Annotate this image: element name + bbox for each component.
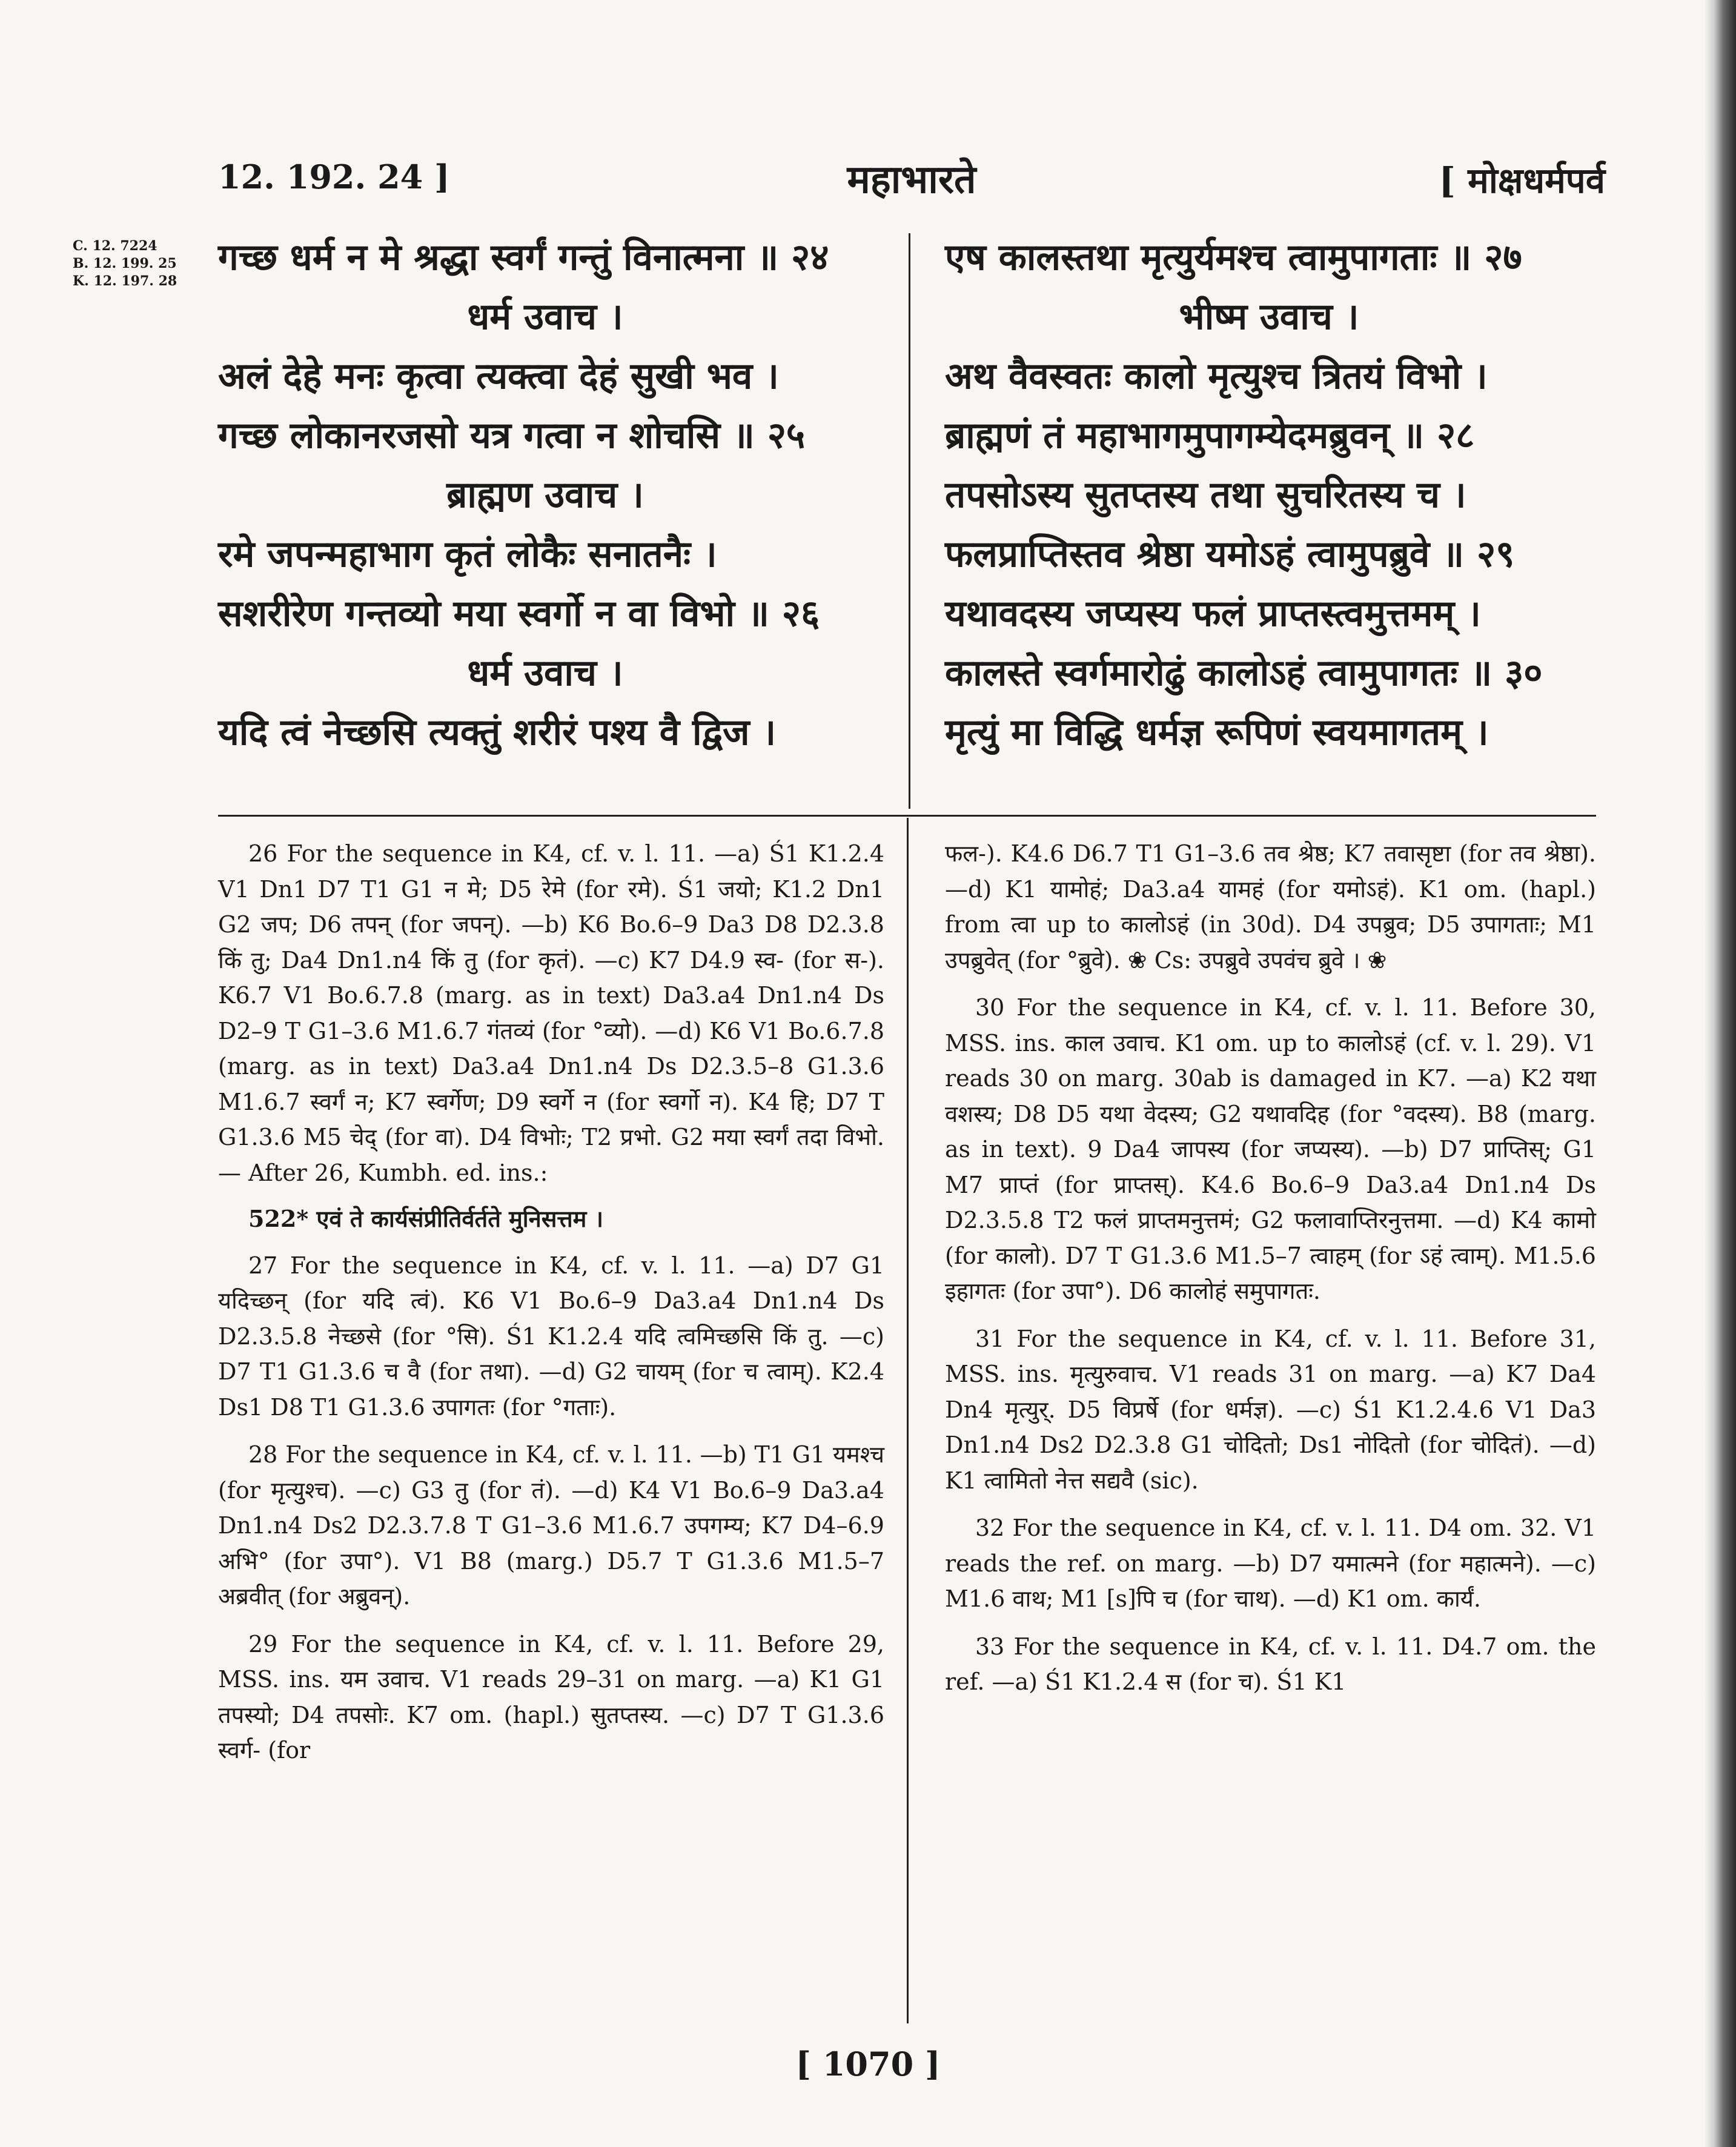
verse-line: यथावदस्य जप्यस्य फलं प्राप्तस्त्वमुत्तमम् । [945,592,1481,635]
header-section: [ मोक्षधर्मपर्व [1439,160,1605,201]
variant-note-33: 33 For the sequence in K4, cf. v. l. 11. D4.7 om. the ref. —a) Ś1 K1.2.4 स (for च). Ś1 K1 [945,1633,1596,1695]
verse-line: रमे जपन्महाभाग कृतं लोकैः सनातनैः । [218,533,717,576]
verse-line: गच्छ धर्म न मे श्रद्धा स्वर्गं गन्तुं विनात्मना ॥ २४ [218,236,829,279]
verse-line: यदि त्वं नेच्छसि त्यक्तुं शरीरं पश्य वै द्विज । [218,711,777,754]
verse-line: मृत्युं मा विद्धि धर्मज्ञ रूपिणं स्वयमागतम् । [945,711,1489,754]
speaker-heading: धर्म उवाच । [467,652,623,694]
verse-line: फलप्राप्तिस्तव श्रेष्ठा यमोऽहं त्वामुपब्रुवे ॥ २९ [945,533,1515,576]
variant-note-31: 31 For the sequence in K4, cf. v. l. 11. Before 31, MSS. ins. मृत्युरुवाच. V1 reads 31 on marg. —a) K7 Da4 Dn4 मृत्युर्. D5 विप्रर्षे (for धर्मज्ञ). —c) Ś1 K1.2.4.6 V1 Da3 Dn1.n4 Ds2 D2.3.8 G1 चोदितो; Ds1 नोदितो (for चोदितं). —d) K1 त्वामितो नेत्त सद्यवै (sic). [945,1325,1596,1494]
page-number: [ 1070 ] [795,2045,941,2083]
book-spine-edge [1705,0,1736,2147]
variant-note-29-continued: फल-). K4.6 D6.7 T1 G1–3.6 तव श्रेष्ठ; K7 तवासृष्टा (for तव श्रेष्ठा). —d) K1 यामोहं; Da3.a4 यामहं (for यमोऽहं). K1 om. (hapl.) from त्वा up to कालोऽहं (in 30d). D4 उपब्रुव; D5 उपागताः; M1 उपब्रुवेत् (for °ब्रुवे). ❀ Cs: उपब्रुवे उपवंच ब्रुवे । ❀ [945,840,1596,974]
margin-ref: B. 12. 199. 25 [73,256,177,271]
apparatus-rule [218,815,1596,817]
verse-line: तपसोऽस्य सुतप्तस्य तथा सुचरितस्य च । [945,474,1466,516]
verse-line: सशरीरेण गन्तव्यो मया स्वर्गो न वा विभो ॥ २६ [218,592,820,635]
header-verse-ref: 12. 192. 24 ] [218,158,450,196]
verse-line: गच्छ लोकानरजसो यत्र गत्वा न शोचसि ॥ २५ [218,414,806,457]
variant-note-30: 30 For the sequence in K4, cf. v. l. 11. Before 30, MSS. ins. काल उवाच. K1 om. up to कालोऽहं (cf. v. l. 29). V1 reads 30 on marg. 30ab is damaged in K7. —a) K2 यथा वशस्य; D8 D5 यथा वेदस्य; G2 यथावदिह (for °वदस्य). B8 (marg. as in text). 9 Da4 जापस्य (for जप्यस्य). —b) D7 प्राप्तिस्; G1 M7 प्राप्तं (for प्राप्तस्). K4.6 Bo.6–9 Da3.a4 Dn1.n4 Ds D2.3.5.8 T2 फलं प्राप्तमनुत्तमं; G2 फलावाप्तिरनुत्तमा. —d) K4 कामो (for कालो). D7 T G1.3.6 M1.5–7 त्वाहम् (for ऽहं त्वाम्). M1.5.6 इहागतः (for उपा°). D6 कालोहं समुपागतः. [945,994,1596,1304]
header-title: महाभारते [847,157,976,202]
page-header [218,151,1605,206]
apparatus-column-left [218,836,884,1768]
verse-line: एष कालस्तथा मृत्युर्यमश्च त्वामुपागताः ॥ २७ [945,236,1522,279]
verse-line: अलं देहे मनः कृत्वा त्यक्त्वा देहं सुखी भव । [218,355,779,397]
verse-column-left [218,236,872,774]
margin-ref: C. 12. 7224 [73,238,157,254]
verse-line: अथ वैवस्वतः कालो मृत्युश्च त्रितयं विभो । [945,355,1488,397]
margin-references [73,237,177,290]
apparatus-column-divider [907,818,909,2023]
speaker-heading: भीष्म उवाच । [1179,296,1359,338]
speaker-heading: धर्म उवाच । [467,296,623,338]
verse-line: कालस्ते स्वर्गमारोढुं कालोऽहं त्वामुपागतः ॥ ३० [945,652,1543,694]
apparatus-column-right [945,836,1596,1700]
variant-note-28: 28 For the sequence in K4, cf. v. l. 11. —b) T1 G1 यमश्च (for मृत्युश्च). —c) G3 तु (for तं). —d) K4 V1 Bo.6–9 Da3.a4 Dn1.n4 Ds2 D2.3.7.8 T G1–3.6 M1.6.7 उपगम्य; K7 D4–6.9 अभि° (for उपा°). V1 B8 (marg.) D5.7 T G1.3.6 M1.5–7 अब्रवीत् (for अब्रुवन्). [218,1441,884,1610]
variant-note-26: 26 For the sequence in K4, cf. v. l. 11. —a) Ś1 K1.2.4 V1 Dn1 D7 T1 G1 न मे; D5 रेमे (for रमे). Ś1 जयो; K1.2 Dn1 G2 जप; D6 तपन् (for जपन्). —b) K6 Bo.6–9 Da3 D8 D2.3.8 किं तु; Da4 Dn1.n4 किं तु (for कृतं). —c) K7 D4.9 स्व- (for स-). K6.7 V1 Bo.6.7.8 (marg. as in text) Da3.a4 Dn1.n4 Ds D2–9 T G1–3.6 M1.6.7 गंतव्यं (for °व्यो). —d) K6 V1 Bo.6.7.8 (marg. as in text) Da3.a4 Dn1.n4 Ds D2.3.5–8 G1.3.6 M1.6.7 स्वर्गं न; K7 स्वर्गेण; D9 स्वर्गे न (for स्वर्गो न). K4 हि; D7 T G1.3.6 M5 चेद् (for वा). D4 विभोः; T2 प्रभो. G2 मया स्वर्गं तदा विभो. — After 26, Kumbh. ed. ins.: [218,840,884,1186]
verse-column-right [945,236,1593,774]
additional-passage-522: 522* एवं ते कार्यसंप्रीतिर्वर्तते मुनिसत्तम । [248,1205,604,1232]
verse-column-divider [909,233,910,809]
speaker-heading: ब्राह्मण उवाच । [446,474,644,516]
margin-ref: K. 12. 197. 28 [73,273,177,289]
verse-line: ब्राह्मणं तं महाभागमुपागम्येदमब्रुवन् ॥ २८ [945,414,1475,457]
variant-note-27: 27 For the sequence in K4, cf. v. l. 11. —a) D7 G1 यदिच्छन् (for यदि त्वं). K6 V1 Bo.6–9 Da3.a4 Dn1.n4 Ds D2.3.5.8 नेच्छसे (for °सि). Ś1 K1.2.4 यदि त्वमिच्छसि किं तु. —c) D7 T1 G1.3.6 च वै (for तथा). —d) G2 चायम् (for च त्वाम्). K2.4 Ds1 D8 T1 G1.3.6 उपागतः (for °गताः). [218,1252,884,1421]
variant-note-29: 29 For the sequence in K4, cf. v. l. 11. Before 29, MSS. ins. यम उवाच. V1 reads 29–31 on marg. —a) K1 G1 तपस्यो; D4 तपसोः. K7 om. (hapl.) सुतप्तस्य. —c) D7 T G1.3.6 स्वर्ग- (for [218,1630,884,1764]
variant-note-32: 32 For the sequence in K4, cf. v. l. 11. D4 om. 32. V1 reads the ref. on marg. —b) D7 यमात्मने (for महात्मने). —c) M1.6 वाथ; M1 [s]पि च (for चाथ). —d) K1 om. कार्यं. [945,1515,1596,1612]
